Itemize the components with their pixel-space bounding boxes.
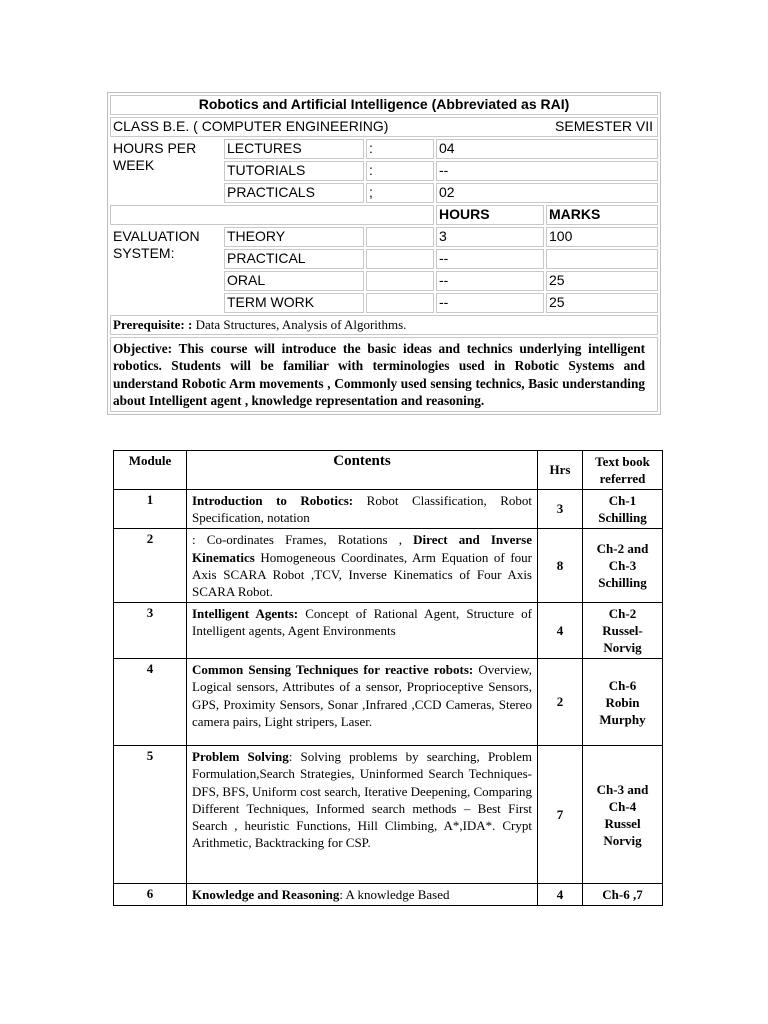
tutorials-sep: : xyxy=(366,161,434,181)
practicals-sep: ; xyxy=(366,183,434,203)
table-row xyxy=(114,490,663,529)
content-text: Robot Classification, Robot Specification, notation xyxy=(192,493,532,526)
textbook-line: Ch-6 ,7 xyxy=(602,887,643,903)
content-topic-heading: Problem Solving xyxy=(192,749,289,765)
textbook-line: Ch-3 and xyxy=(596,781,649,797)
module-hours: 4 xyxy=(538,884,583,906)
module-contents xyxy=(187,746,538,884)
textbook-line: Ch-2 xyxy=(608,606,637,622)
textbook-line: Norvig xyxy=(603,832,642,848)
content-topic-heading: Common Sensing Techniques for reactive robots: xyxy=(192,662,474,678)
module-hours: 8 xyxy=(538,529,583,603)
module-hours: 7 xyxy=(538,746,583,884)
practicals-value: 02 xyxy=(436,183,658,203)
eval-oral-hours: -- xyxy=(436,271,544,291)
table-row xyxy=(114,884,663,906)
textbook-reference xyxy=(583,603,663,659)
module-number: 3 xyxy=(114,603,187,659)
textbook-line: Ch-6 xyxy=(608,677,637,693)
module-hours: 4 xyxy=(538,603,583,659)
eval-oral-blank xyxy=(366,271,434,291)
textbook-column-header: Text book referred xyxy=(583,451,663,490)
textbook-line: Schilling xyxy=(598,510,647,526)
module-number: 6 xyxy=(114,884,187,906)
module-column-header: Module xyxy=(114,451,187,490)
lectures-sep: : xyxy=(366,139,434,159)
textbook-line: Ch-2 and xyxy=(596,541,649,557)
module-contents xyxy=(187,884,538,906)
hrs-column-header: Hrs xyxy=(538,451,583,490)
eval-termwork-hours: -- xyxy=(436,293,544,313)
textbook-reference xyxy=(583,529,663,603)
module-contents xyxy=(187,490,538,529)
module-hours: 2 xyxy=(538,659,583,746)
textbook-line: Ch-1 xyxy=(608,493,637,509)
syllabus-table xyxy=(113,450,663,906)
textbook-line: Ch-3 xyxy=(608,558,637,574)
module-number: 1 xyxy=(114,490,187,529)
eval-theory-marks: 100 xyxy=(546,227,658,247)
eval-header-blank xyxy=(110,205,434,225)
eval-oral-marks: 25 xyxy=(546,271,658,291)
hours-column-header: HOURS xyxy=(436,205,544,225)
module-contents xyxy=(187,603,538,659)
eval-termwork-label: TERM WORK xyxy=(224,293,364,313)
content-text: Concept of Rational Agent, Structure of Intelligent agents, Agent Environments xyxy=(192,606,532,639)
syllabus-body xyxy=(114,490,663,906)
textbook-reference xyxy=(583,659,663,746)
prerequisite-text: Data Structures, Analysis of Algorithms. xyxy=(192,317,407,332)
module-contents xyxy=(187,529,538,603)
content-text: : Co-ordinates Frames, Rotations , xyxy=(192,532,414,548)
textbook-line: Schilling xyxy=(598,575,647,591)
content-topic-heading: Introduction to Robotics: xyxy=(192,493,354,508)
textbook-reference xyxy=(583,884,663,906)
class-label: CLASS B.E. ( COMPUTER ENGINEERING) xyxy=(113,118,389,134)
content-text: Overview, Logical sensors, Attributes of a sensor, Proprioceptive Sensors, GPS, Proximity Sensors, Sonar ,Infrared ,CCD Cameras, Stereo camera pairs, Light stripers, Laser. xyxy=(192,662,532,729)
textbook-line: Norvig xyxy=(603,640,642,656)
eval-practical-hours: -- xyxy=(436,249,544,269)
objective-text: Objective: This course will introduce the basic ideas and technics underlying intelligent robotics. Students will be familiar with terminologies used in Robotic Systems and understand Robotic Arm movements , Commonly used sensing technics, Basic understanding about Intelligent agent , knowledge representation and reasoning. xyxy=(110,337,658,412)
textbook-reference xyxy=(583,746,663,884)
textbook-line: Robin xyxy=(605,694,640,710)
tutorials-value: -- xyxy=(436,161,658,181)
content-topic-heading: Intelligent Agents: xyxy=(192,606,299,622)
semester-label: SEMESTER VII xyxy=(555,118,654,134)
evaluation-system-label: EVALUATION SYSTEM: xyxy=(113,228,200,261)
prerequisite-label: Prerequisite: : xyxy=(113,317,193,332)
eval-practical-marks xyxy=(546,249,658,269)
module-contents xyxy=(187,659,538,746)
content-topic-heading: Knowledge and Reasoning xyxy=(192,887,340,903)
table-row xyxy=(114,529,663,603)
course-title: Robotics and Artificial Intelligence (Abbreviated as RAI) xyxy=(110,95,658,115)
textbook-line: Murphy xyxy=(599,711,646,727)
class-semester-row xyxy=(110,117,658,137)
contents-column-header: Contents xyxy=(187,451,538,490)
table-row xyxy=(114,659,663,746)
module-number: 5 xyxy=(114,746,187,884)
textbook-line: Ch-4 xyxy=(608,798,637,814)
prerequisite-row xyxy=(110,315,658,335)
module-hours: 3 xyxy=(538,490,583,529)
module-number: 2 xyxy=(114,529,187,603)
course-header-table xyxy=(107,92,661,415)
textbook-line: Russel- xyxy=(602,623,643,639)
textbook-reference xyxy=(583,490,663,529)
content-topic-heading: Direct and Inverse Kinematics xyxy=(192,532,532,565)
tutorials-label: TUTORIALS xyxy=(224,161,364,181)
module-number: 4 xyxy=(114,659,187,746)
content-text: Homogeneous Coordinates, Arm Equation of four Axis SCARA Robot ,TCV, Inverse Kinematics of Four Axis SCARA Robot. xyxy=(192,549,532,600)
table-row xyxy=(114,746,663,884)
eval-practical-blank xyxy=(366,249,434,269)
eval-theory-hours: 3 xyxy=(436,227,544,247)
hours-per-week-label: HOURS PER WEEK xyxy=(113,140,197,173)
eval-termwork-marks: 25 xyxy=(546,293,658,313)
eval-theory-label: THEORY xyxy=(224,227,364,247)
table-row xyxy=(114,603,663,659)
practicals-label: PRACTICALS xyxy=(224,183,364,203)
eval-termwork-blank xyxy=(366,293,434,313)
lectures-value: 04 xyxy=(436,139,658,159)
content-text: : A knowledge Based xyxy=(339,887,450,903)
eval-theory-blank xyxy=(366,227,434,247)
lectures-label: LECTURES xyxy=(224,139,364,159)
textbook-line: Russel xyxy=(604,815,641,831)
eval-oral-label: ORAL xyxy=(224,271,364,291)
eval-practical-label: PRACTICAL xyxy=(224,249,364,269)
marks-column-header: MARKS xyxy=(546,205,658,225)
content-text: : Solving problems by searching, Problem Formulation,Search Strategies, Uninformed Search Techniques- DFS, BFS, Uniform cost search, Iterative Deepening, Comparing Different Techniques, Informed search methods – Best First Search , heuristic Functions, Hill Climbing, A*,IDA*. Crypt Arithmetic, Backtracking for CSP. xyxy=(192,749,533,851)
